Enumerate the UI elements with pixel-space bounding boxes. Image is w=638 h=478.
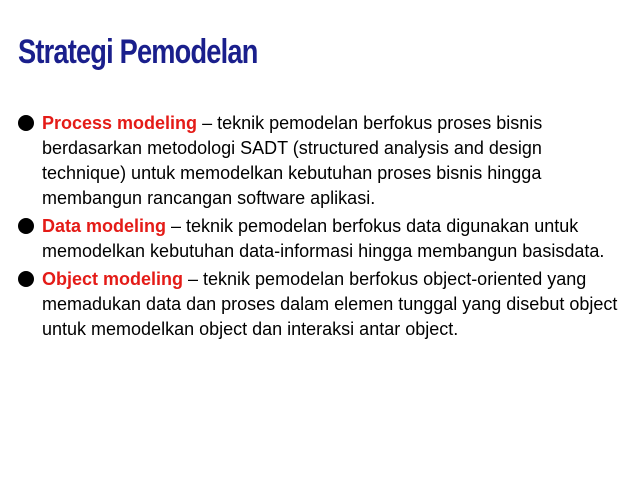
bullet-term: Process modeling [42,113,198,133]
bullet-dot-icon [18,115,34,131]
bullet-term: Object modeling [42,269,184,289]
bullet-text: – teknik pemodelan berfokus proses bisnis berdasarkan metodologi SADT (structured analysis and design technique) untuk memodelkan kebutuhan proses bisnis hingga membangun rancangan software aplikasi. [42,113,543,208]
bullet-text: – teknik pemodelan berfokus data digunakan untuk memodelkan kebutuhan data-informasi hingga membangun basisdata. [42,216,605,261]
slide-title: Strategi Pemodelan [18,33,258,71]
bullet-object-modeling [18,267,626,342]
bullet-text: – teknik pemodelan berfokus object-oriented yang memadukan data dan proses dalam elemen tunggal yang disebut object untuk memodelkan object dan interaksi antar object. [42,269,618,339]
bullet-process-modeling [18,111,626,211]
bullet-data-modeling [18,214,626,264]
bullet-dot-icon [18,218,34,234]
bullet-term: Data modeling [42,216,167,236]
bullet-dot-icon [18,271,34,287]
bullet-list [18,111,626,345]
